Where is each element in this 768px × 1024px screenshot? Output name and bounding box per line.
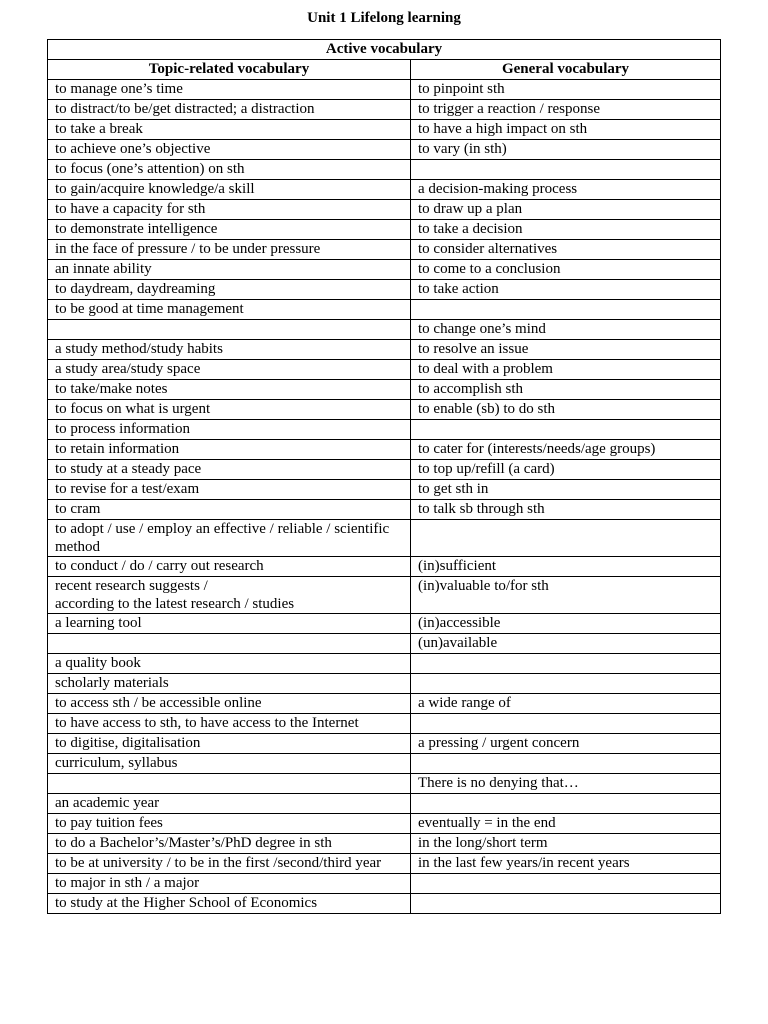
topic-cell: to revise for a test/exam <box>48 480 411 500</box>
general-cell <box>411 714 721 734</box>
general-cell: to cater for (interests/needs/age groups) <box>411 440 721 460</box>
table-row <box>48 654 721 674</box>
topic-cell: to demonstrate intelligence <box>48 220 411 240</box>
general-cell <box>411 160 721 180</box>
topic-cell: to study at a steady pace <box>48 460 411 480</box>
table-row <box>48 500 721 520</box>
topic-cell: to be at university / to be in the first /second/third year <box>48 854 411 874</box>
topic-cell <box>48 774 411 794</box>
table-row <box>48 100 721 120</box>
general-cell: to trigger a reaction / response <box>411 100 721 120</box>
table-row <box>48 360 721 380</box>
topic-cell: scholarly materials <box>48 674 411 694</box>
general-cell: to consider alternatives <box>411 240 721 260</box>
general-cell: to resolve an issue <box>411 340 721 360</box>
column-header-general: General vocabulary <box>411 60 721 80</box>
topic-cell: to major in sth / a major <box>48 874 411 894</box>
general-cell: eventually = in the end <box>411 814 721 834</box>
topic-cell: a study area/study space <box>48 360 411 380</box>
table-row <box>48 240 721 260</box>
table-row <box>48 260 721 280</box>
table-row <box>48 854 721 874</box>
topic-cell: a study method/study habits <box>48 340 411 360</box>
topic-cell: to achieve one’s objective <box>48 140 411 160</box>
topic-cell: to focus (one’s attention) on sth <box>48 160 411 180</box>
general-cell: to come to a conclusion <box>411 260 721 280</box>
topic-cell: to have a capacity for sth <box>48 200 411 220</box>
table-row <box>48 140 721 160</box>
table-row <box>48 180 721 200</box>
general-cell <box>411 300 721 320</box>
table-row <box>48 200 721 220</box>
table-body <box>48 80 721 914</box>
topic-cell: to take a break <box>48 120 411 140</box>
topic-cell: to do a Bachelor’s/Master’s/PhD degree in sth <box>48 834 411 854</box>
topic-cell: to gain/acquire knowledge/a skill <box>48 180 411 200</box>
general-cell <box>411 794 721 814</box>
topic-cell: to take/make notes <box>48 380 411 400</box>
vocabulary-table <box>47 39 721 914</box>
table-row <box>48 834 721 854</box>
general-cell: (in)accessible <box>411 614 721 634</box>
table-row <box>48 460 721 480</box>
table-row <box>48 794 721 814</box>
general-cell <box>411 874 721 894</box>
topic-cell: to process information <box>48 420 411 440</box>
table-row <box>48 577 721 614</box>
table-row <box>48 440 721 460</box>
general-cell <box>411 674 721 694</box>
table-row <box>48 774 721 794</box>
general-cell: to enable (sb) to do sth <box>411 400 721 420</box>
topic-cell: a learning tool <box>48 614 411 634</box>
general-cell: a decision-making process <box>411 180 721 200</box>
general-cell: to pinpoint sth <box>411 80 721 100</box>
table-row <box>48 734 721 754</box>
table-row <box>48 220 721 240</box>
topic-cell: to be good at time management <box>48 300 411 320</box>
topic-cell: to adopt / use / employ an effective / reliable / scientific method <box>48 520 411 557</box>
table-row <box>48 674 721 694</box>
table-row <box>48 380 721 400</box>
general-cell: to deal with a problem <box>411 360 721 380</box>
column-header-topic: Topic-related vocabulary <box>48 60 411 80</box>
topic-cell: a quality book <box>48 654 411 674</box>
table-row <box>48 754 721 774</box>
table-row <box>48 694 721 714</box>
general-cell: to vary (in sth) <box>411 140 721 160</box>
topic-cell: to conduct / do / carry out research <box>48 557 411 577</box>
table-row <box>48 80 721 100</box>
general-cell <box>411 420 721 440</box>
general-cell <box>411 654 721 674</box>
page-title: Unit 1 Lifelong learning <box>307 10 461 26</box>
table-row <box>48 634 721 654</box>
table-row <box>48 874 721 894</box>
table-row <box>48 160 721 180</box>
table-caption-row <box>48 40 721 60</box>
topic-cell: an innate ability <box>48 260 411 280</box>
table-row <box>48 480 721 500</box>
general-cell: to get sth in <box>411 480 721 500</box>
topic-cell: in the face of pressure / to be under pressure <box>48 240 411 260</box>
general-cell: (in)valuable to/for sth <box>411 577 721 614</box>
general-cell: to accomplish sth <box>411 380 721 400</box>
general-cell: to change one’s mind <box>411 320 721 340</box>
general-cell: in the last few years/in recent years <box>411 854 721 874</box>
table-row <box>48 320 721 340</box>
table-row <box>48 340 721 360</box>
topic-cell: an academic year <box>48 794 411 814</box>
general-cell: to take a decision <box>411 220 721 240</box>
topic-cell: to pay tuition fees <box>48 814 411 834</box>
table-header-row <box>48 60 721 80</box>
topic-cell: to retain information <box>48 440 411 460</box>
topic-cell: to digitise, digitalisation <box>48 734 411 754</box>
table-row <box>48 520 721 557</box>
table-row <box>48 120 721 140</box>
topic-cell <box>48 634 411 654</box>
general-cell: to have a high impact on sth <box>411 120 721 140</box>
general-cell: in the long/short term <box>411 834 721 854</box>
general-cell <box>411 754 721 774</box>
table-row <box>48 300 721 320</box>
topic-cell: to focus on what is urgent <box>48 400 411 420</box>
table-row <box>48 557 721 577</box>
table-row <box>48 280 721 300</box>
table-caption: Active vocabulary <box>48 40 721 60</box>
topic-cell: to distract/to be/get distracted; a distraction <box>48 100 411 120</box>
general-cell <box>411 520 721 557</box>
table-row <box>48 894 721 914</box>
topic-cell: recent research suggests / according to the latest research / studies <box>48 577 411 614</box>
topic-cell: to manage one’s time <box>48 80 411 100</box>
table-row <box>48 420 721 440</box>
general-cell: to draw up a plan <box>411 200 721 220</box>
table-row <box>48 714 721 734</box>
topic-cell: to study at the Higher School of Economics <box>48 894 411 914</box>
topic-cell: to cram <box>48 500 411 520</box>
general-cell: a wide range of <box>411 694 721 714</box>
table-row <box>48 814 721 834</box>
general-cell: a pressing / urgent concern <box>411 734 721 754</box>
general-cell: to talk sb through sth <box>411 500 721 520</box>
topic-cell: to have access to sth, to have access to the Internet <box>48 714 411 734</box>
topic-cell: curriculum, syllabus <box>48 754 411 774</box>
general-cell <box>411 894 721 914</box>
general-cell: There is no denying that… <box>411 774 721 794</box>
general-cell: to top up/refill (a card) <box>411 460 721 480</box>
topic-cell: to daydream, daydreaming <box>48 280 411 300</box>
table-row <box>48 400 721 420</box>
general-cell: (in)sufficient <box>411 557 721 577</box>
table-row <box>48 614 721 634</box>
topic-cell: to access sth / be accessible online <box>48 694 411 714</box>
general-cell: to take action <box>411 280 721 300</box>
general-cell: (un)available <box>411 634 721 654</box>
topic-cell <box>48 320 411 340</box>
